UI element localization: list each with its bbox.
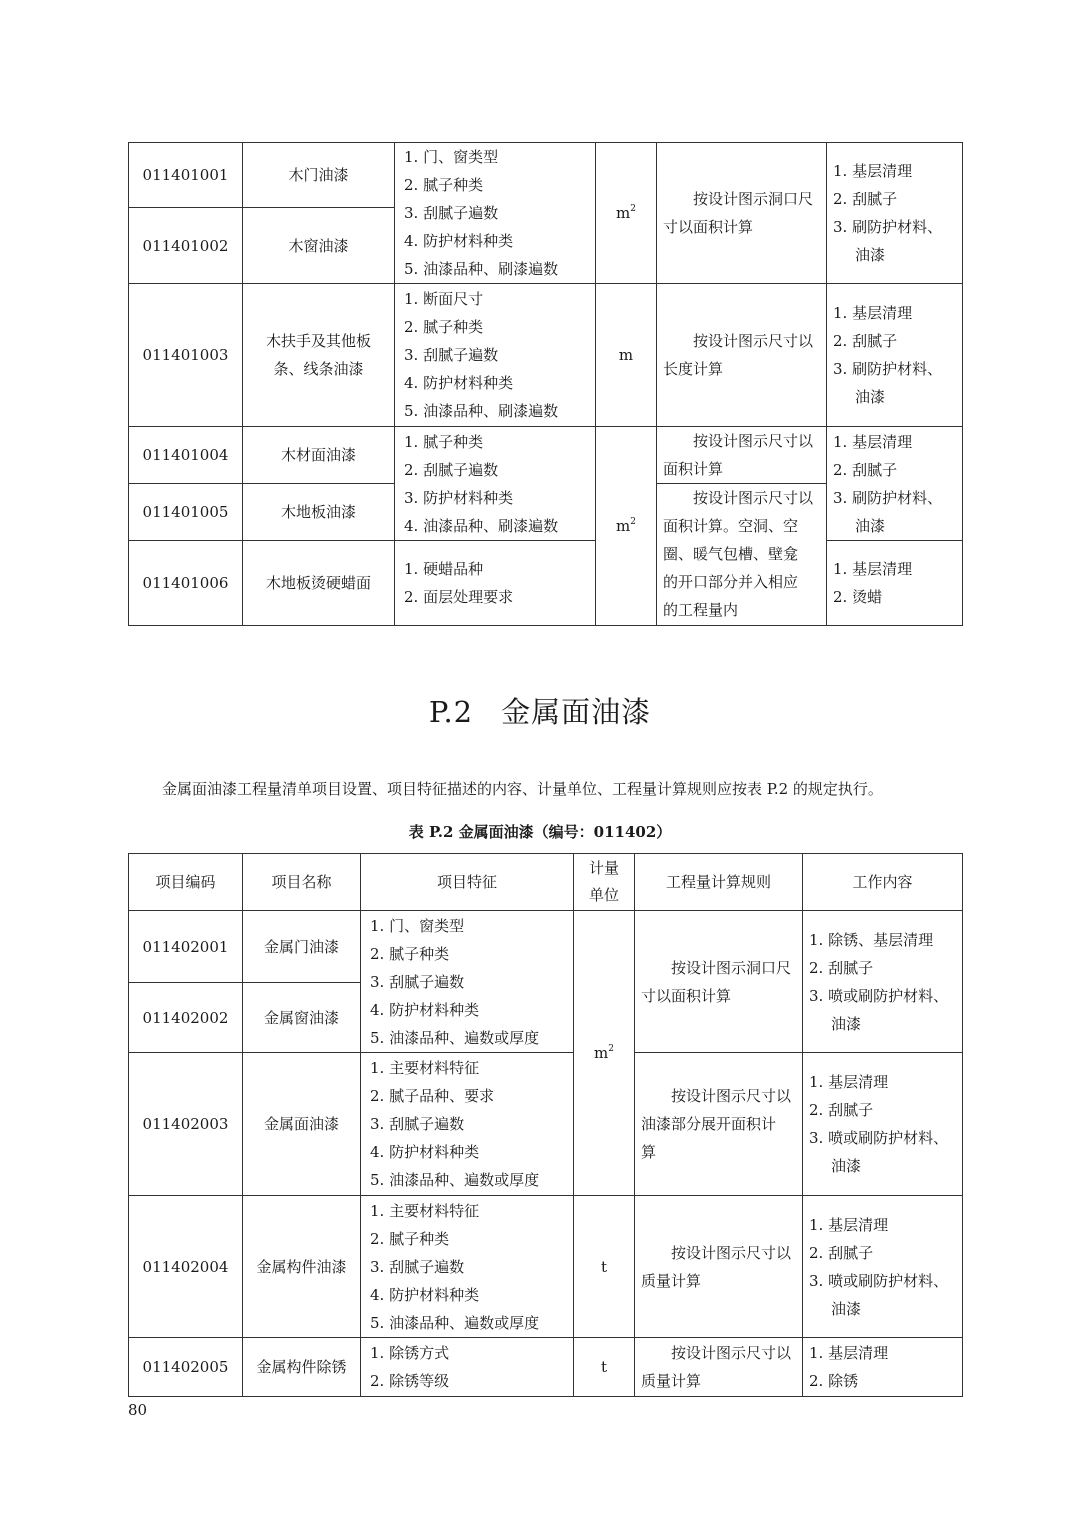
header-work: 工作内容 (803, 854, 963, 911)
unit: t (574, 1196, 635, 1338)
page-number: 80 (128, 1401, 148, 1419)
work-content: 1. 除锈、基层清理 2. 刮腻子 3. 喷或刷防护材料、 油漆 (803, 911, 963, 1053)
header-name: 项目名称 (243, 854, 361, 911)
item-code: 011402004 (129, 1196, 243, 1338)
header-feature: 项目特征 (361, 854, 574, 911)
item-code: 011401005 (129, 484, 243, 541)
item-features: 1. 主要材料特征 2. 腻子品种、要求 3. 刮腻子遍数 4. 防护材料种类 5. 油漆品种、遍数或厚度 (361, 1053, 574, 1196)
item-code: 011401004 (129, 427, 243, 484)
work-content: 1. 基层清理 2. 刮腻子 3. 刷防护材料、 油漆 (827, 143, 963, 284)
item-name: 木门油漆 (243, 143, 395, 208)
item-name: 金属门油漆 (243, 911, 361, 983)
item-features: 1. 除锈方式 2. 除锈等级 (361, 1338, 574, 1397)
work-content: 1. 基层清理 2. 刮腻子 3. 刷防护材料、 油漆 (827, 284, 963, 427)
item-name: 金属构件油漆 (243, 1196, 361, 1338)
table-row (129, 1196, 963, 1338)
work-content: 1. 基层清理 2. 刮腻子 3. 喷或刷防护材料、 油漆 (803, 1053, 963, 1196)
item-code: 011402001 (129, 911, 243, 983)
measurement-rule: 按设计图示洞口尺 寸以面积计算 (635, 911, 803, 1053)
measurement-rule: 按设计图示洞口尺 寸以面积计算 (657, 143, 827, 284)
measurement-rule: 按设计图示尺寸以 长度计算 (657, 284, 827, 427)
item-code: 011402002 (129, 983, 243, 1053)
item-code: 011402005 (129, 1338, 243, 1397)
item-name: 金属构件除锈 (243, 1338, 361, 1397)
table-row (129, 427, 963, 484)
measurement-rule: 按设计图示尺寸以 质量计算 (635, 1338, 803, 1397)
work-content: 1. 基层清理 2. 刮腻子 3. 刷防护材料、 油漆 (827, 427, 963, 541)
item-name: 木窗油漆 (243, 208, 395, 284)
item-name: 木扶手及其他板 条、线条油漆 (243, 284, 395, 427)
item-features: 1. 门、窗类型 2. 腻子种类 3. 刮腻子遍数 4. 防护材料种类 5. 油漆品种、遍数或厚度 (361, 911, 574, 1053)
unit: $m^2$ (596, 427, 657, 626)
intro-paragraph: 金属面油漆工程量清单项目设置、项目特征描述的内容、计量单位、工程量计算规则应按表 P.2 的规定执行。 (162, 780, 883, 798)
table-row (129, 1338, 963, 1397)
item-features: 1. 腻子种类 2. 刮腻子遍数 3. 防护材料种类 4. 油漆品种、刷漆遍数 (395, 427, 596, 541)
section-number: P.2 (428, 695, 474, 729)
item-name: 木地板烫硬蜡面 (243, 541, 395, 626)
item-code: 011401006 (129, 541, 243, 626)
item-features: 1. 断面尺寸 2. 腻子种类 3. 刮腻子遍数 4. 防护材料种类 5. 油漆品种、刷漆遍数 (395, 284, 596, 427)
measurement-rule: 按设计图示尺寸以 面积计算。空洞、空 圈、暖气包槽、壁龛 的开口部分并入相应 的工程量内 (657, 484, 827, 626)
unit: m (596, 284, 657, 427)
header-code: 项目编码 (129, 854, 243, 911)
item-name: 木地板油漆 (243, 484, 395, 541)
table-row (129, 541, 963, 626)
unit: $m^2$ (574, 911, 635, 1196)
table-row (129, 1053, 963, 1196)
table-row (129, 284, 963, 427)
item-code: 011401002 (129, 208, 243, 284)
measurement-rule: 按设计图示尺寸以 油漆部分展开面积计 算 (635, 1053, 803, 1196)
item-name: 金属窗油漆 (243, 983, 361, 1053)
measurement-rule: 按设计图示尺寸以 面积计算 (657, 427, 827, 484)
metal-paint-table (128, 853, 963, 1397)
item-code: 011402003 (129, 1053, 243, 1196)
work-content: 1. 基层清理 2. 烫蜡 (827, 541, 963, 626)
table-row (129, 911, 963, 983)
item-code: 011401001 (129, 143, 243, 208)
item-features: 1. 硬蜡品种 2. 面层处理要求 (395, 541, 596, 626)
header-unit: 计量 单位 (574, 854, 635, 911)
work-content: 1. 基层清理 2. 除锈 (803, 1338, 963, 1397)
work-content: 1. 基层清理 2. 刮腻子 3. 喷或刷防护材料、 油漆 (803, 1196, 963, 1338)
section-title (0, 690, 1080, 731)
item-code: 011401003 (129, 284, 243, 427)
item-name: 木材面油漆 (243, 427, 395, 484)
item-name: 金属面油漆 (243, 1053, 361, 1196)
table-row (129, 143, 963, 208)
table-header-row (129, 854, 963, 911)
item-features: 1. 主要材料特征 2. 腻子种类 3. 刮腻子遍数 4. 防护材料种类 5. 油漆品种、遍数或厚度 (361, 1196, 574, 1338)
header-rule: 工程量计算规则 (635, 854, 803, 911)
unit: t (574, 1338, 635, 1397)
unit: $m^2$ (596, 143, 657, 284)
item-features: 1. 门、窗类型 2. 腻子种类 3. 刮腻子遍数 4. 防护材料种类 5. 油漆品种、刷漆遍数 (395, 143, 596, 284)
table-caption: 表 P.2 金属面油漆（编号：011402） (408, 823, 672, 841)
wood-paint-table (128, 142, 963, 626)
measurement-rule: 按设计图示尺寸以 质量计算 (635, 1196, 803, 1338)
section-name: 金属面油漆 (501, 695, 652, 729)
